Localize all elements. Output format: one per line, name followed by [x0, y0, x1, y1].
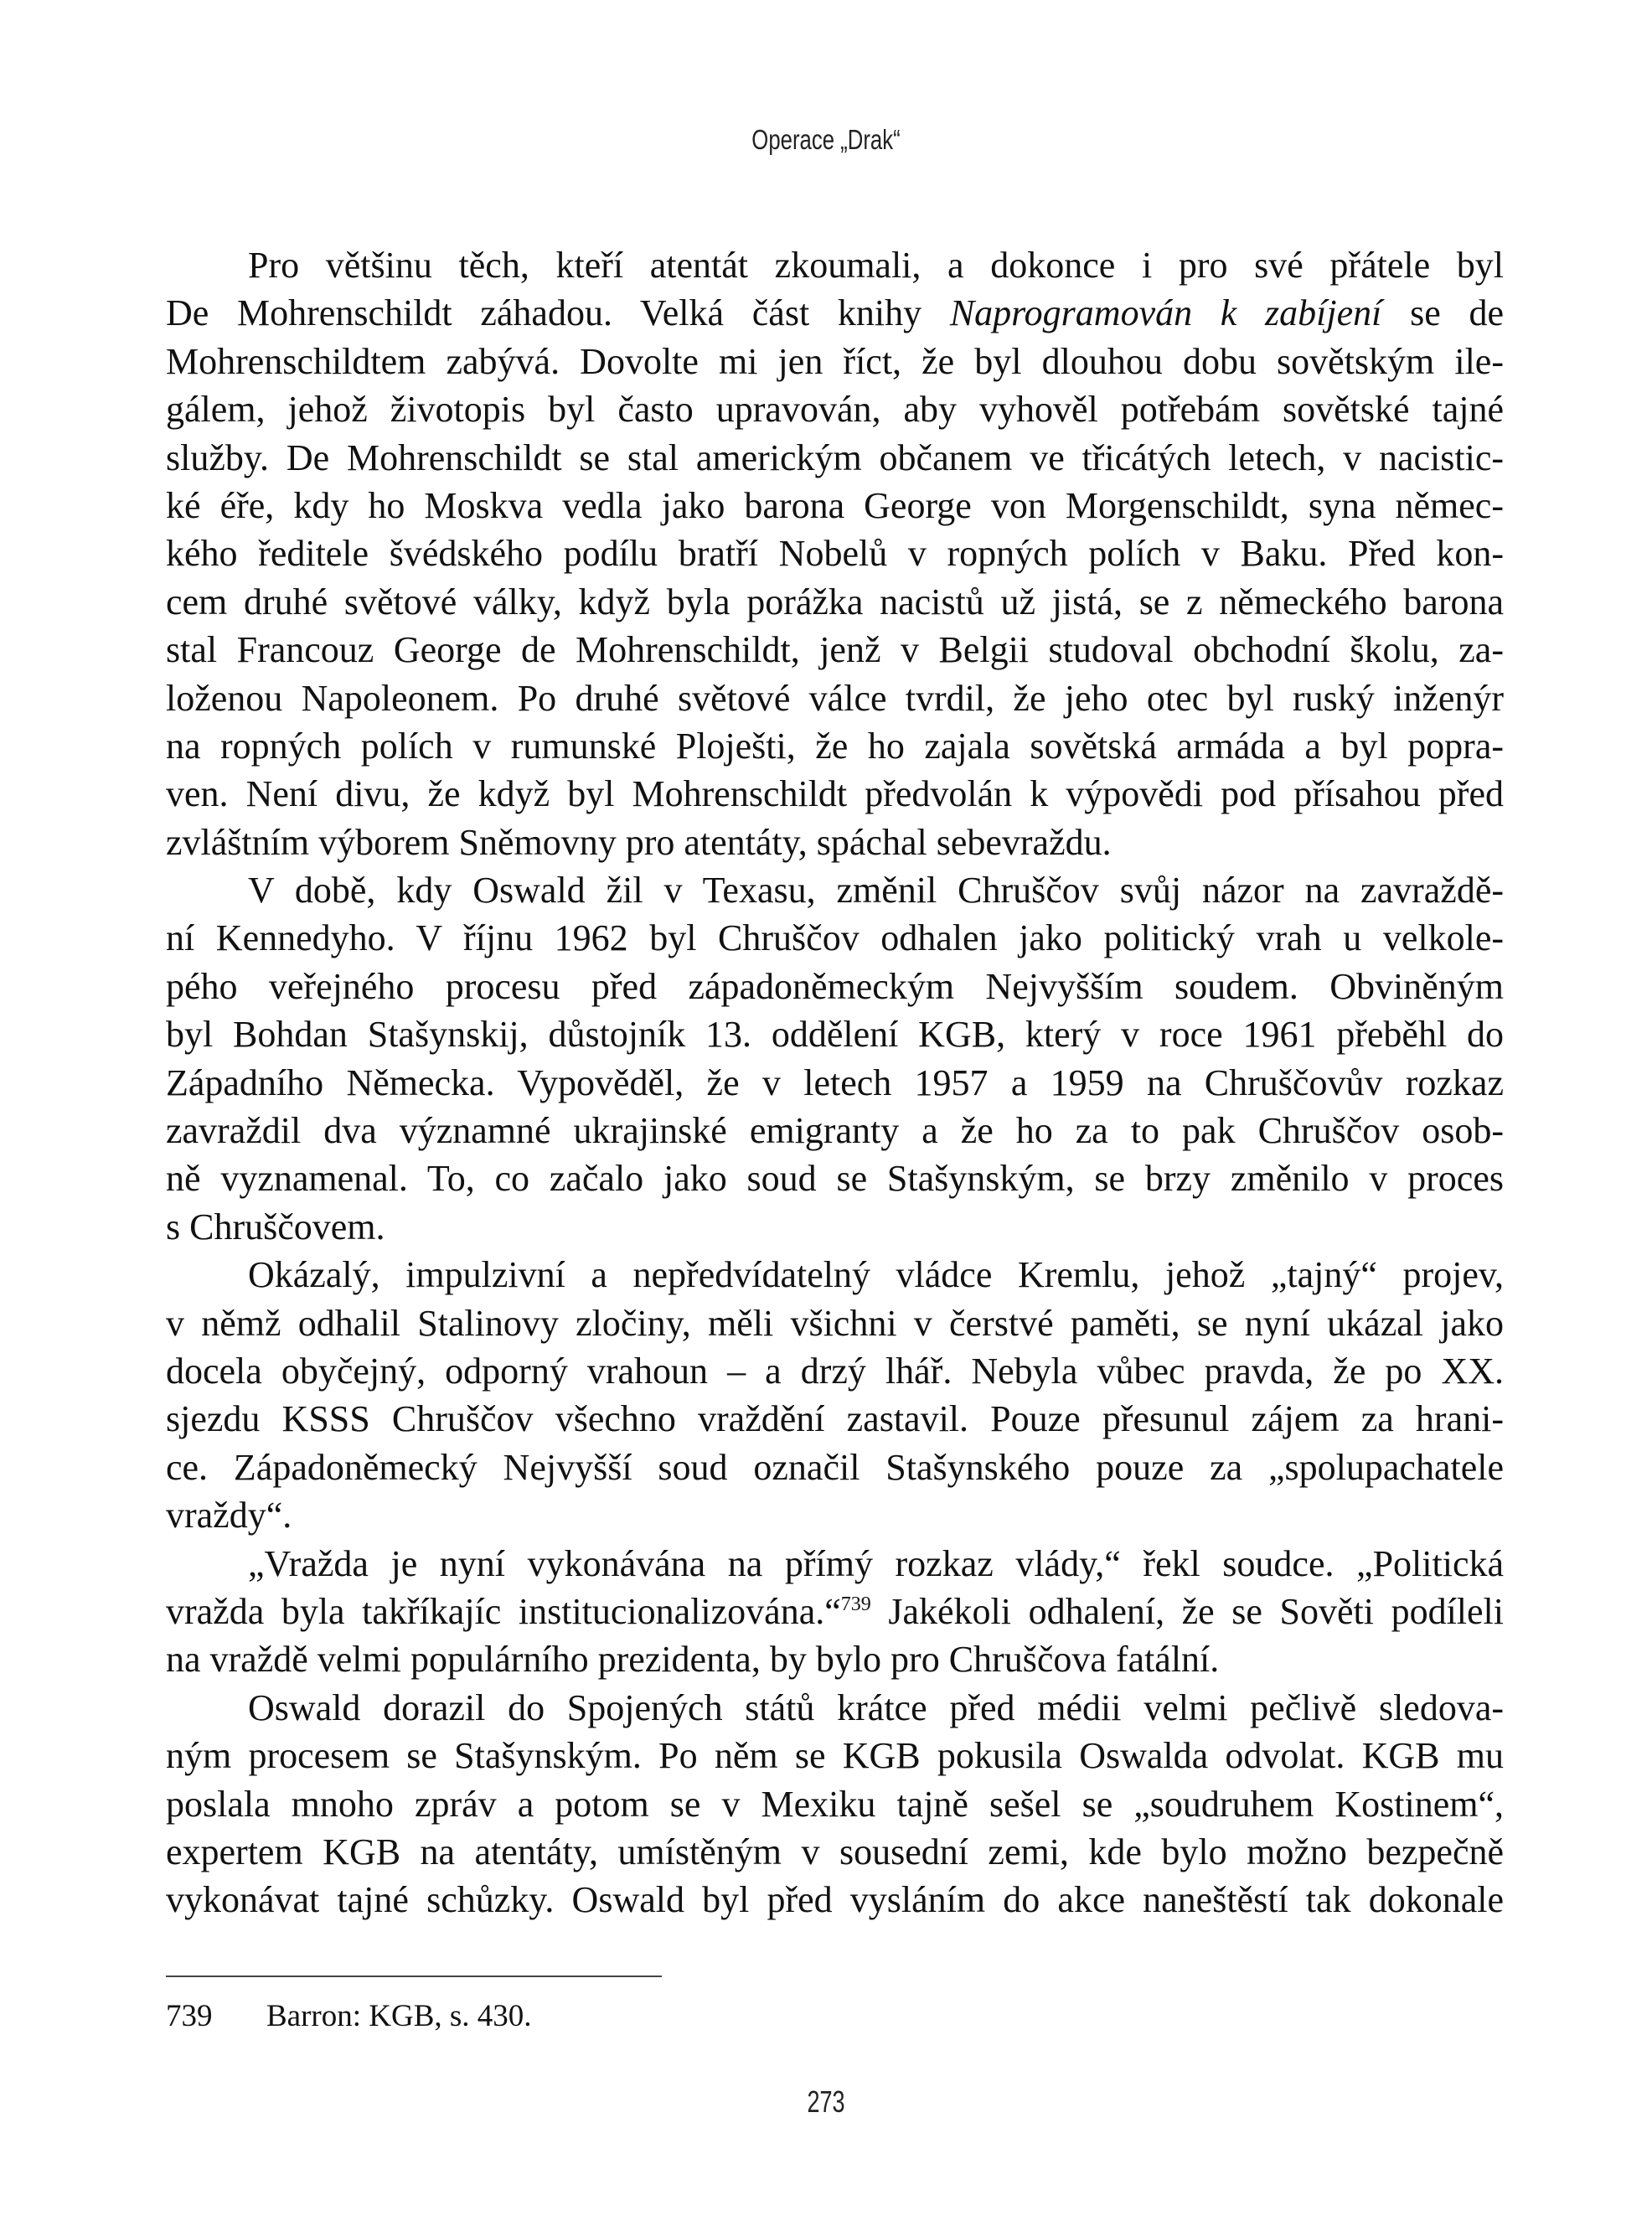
text-line: Oswald dorazil do Spojených států krátce před médii velmi pečlivě sledova-: [248, 1686, 1504, 1728]
book-title-italic: Naprogramován k zabíjení: [949, 292, 1382, 334]
text-line: De Mohrenschildt záhadou. Velká část knihy Naprogramován k zabíjení se de: [166, 292, 1505, 334]
paragraph: [166, 1684, 1504, 1924]
text-line: V době, kdy Oswald žil v Texasu, změnil Chruščov svůj názor na zavraždě-: [248, 870, 1504, 912]
text-line: vykonávat tajné schůzky. Oswald byl před vysláním do akce naneštěstí tak dokonale: [166, 1879, 1504, 1921]
text-line: ké éře, kdy ho Moskva vedla jako barona George von Morgenschildt, syna němec-: [166, 484, 1504, 526]
text-line: Západního Německa. Vypověděl, že v letech 1957 a 1959 na Chruščovův rozkaz: [166, 1061, 1504, 1103]
text-line: „Vražda je nyní vykonávána na přímý rozkaz vlády,“ řekl soudce. „Politická: [248, 1542, 1504, 1584]
text-line: ně vyznamenal. To, co začalo jako soud se Stašynským, se brzy změnilo v proces: [166, 1158, 1504, 1200]
body-text: [166, 241, 1504, 1924]
text-line: byl Bohdan Stašynskij, důstojník 13. oddělení KGB, který v roce 1961 přeběhl do: [166, 1014, 1504, 1056]
text-line: ní Kennedyho. V říjnu 1962 byl Chruščov odhalen jako politický vrah u velkole-: [166, 917, 1504, 959]
page-number: 273: [807, 2084, 845, 2119]
text-line: expertem KGB na atentáty, umístěným v sousední zemi, kde bylo možno bezpečně: [166, 1831, 1504, 1872]
text-line: Okázalý, impulzivní a nepředvídatelný vládce Kremlu, jehož „tajný“ projev,: [248, 1254, 1504, 1296]
text-line: v němž odhalil Stalinovy zločiny, měli všichni v čerstvé paměti, se nyní ukázal jako: [166, 1302, 1504, 1344]
footnote-separator: [166, 1976, 662, 1977]
text-line: kého ředitele švédského podílu bratří Nobelů v ropných polích v Baku. Před kon-: [166, 533, 1504, 575]
footnote-number: 739: [166, 1999, 213, 2033]
text-line: ným procesem se Stašynským. Po něm se KGB pokusila Oswalda odvolat. KGB mu: [166, 1735, 1504, 1777]
running-header: Operace „Drak“: [751, 124, 901, 155]
text-line: s Chruščovem.: [166, 1206, 385, 1247]
text-line: gálem, jehož životopis byl často upravován, aby vyhověl potřebám sovětské tajné: [166, 389, 1504, 431]
footnote-reference: 739: [840, 1593, 871, 1615]
text-line: ce. Západoněmecký Nejvyšší soud označil Stašynského pouze za „spolupachatele: [166, 1446, 1504, 1488]
footnote: [166, 1998, 532, 2034]
paragraph: [166, 1540, 1504, 1684]
text-line: zavraždil dva významné ukrajinské emigranty a že ho za to pak Chruščov osob-: [166, 1110, 1504, 1152]
text-line: na ropných polích v rumunské Ploješti, že ho zajala sovětská armáda a byl popra-: [166, 725, 1504, 767]
footnote-text: Barron: KGB, s. 430.: [266, 1999, 532, 2033]
text-line: vraždy“.: [166, 1495, 292, 1537]
paragraph: [166, 866, 1504, 1251]
text-line: Pro většinu těch, kteří atentát zkoumali, a dokonce i pro své přátele byl: [248, 245, 1504, 286]
text-line: zvláštním výborem Sněmovny pro atentáty, spáchal sebevraždu.: [166, 821, 1112, 863]
paragraph: [166, 241, 1504, 866]
text-line: služby. De Mohrenschildt se stal americkým občanem ve třicátých letech, v nacistic-: [166, 436, 1504, 478]
text-line: stal Francouz George de Mohrenschildt, jenž v Belgii studoval obchodní školu, za-: [166, 629, 1504, 671]
text-line: Mohrenschildtem zabývá. Dovolte mi jen říct, že byl dlouhou dobu sovětským ile-: [166, 340, 1504, 382]
text-line: sjezdu KSSS Chruščov všechno vraždění zastavil. Pouze přesunul zájem za hrani-: [166, 1398, 1504, 1440]
text-line: loženou Napoleonem. Po druhé světové válce tvrdil, že jeho otec byl ruský inženýr: [166, 677, 1504, 719]
paragraph: [166, 1251, 1504, 1539]
text-line: cem druhé světové války, když byla porážka nacistů už jistá, se z německého barona: [166, 581, 1504, 622]
text-line: vražda byla takříkajíc institucionalizována.“$^{739}$ Jakékoli odhalení, že se Sověti podíleli: [166, 1590, 1504, 1632]
text-line: docela obyčejný, odporný vrahoun – a drzý lhář. Nebyla vůbec pravda, že po XX.: [166, 1350, 1504, 1392]
text-line: ven. Není divu, že když byl Mohrenschildt předvolán k výpovědi pod přísahou před: [166, 773, 1504, 815]
text-line: na vraždě velmi populárního prezidenta, by bylo pro Chruščova fatální.: [166, 1639, 1220, 1681]
text-line: poslala mnoho zpráv a potom se v Mexiku tajně sešel se „soudruhem Kostinem“,: [166, 1783, 1504, 1825]
text-line: pého veřejného procesu před západoněmeckým Nejvyšším soudem. Obviněným: [166, 965, 1504, 1007]
